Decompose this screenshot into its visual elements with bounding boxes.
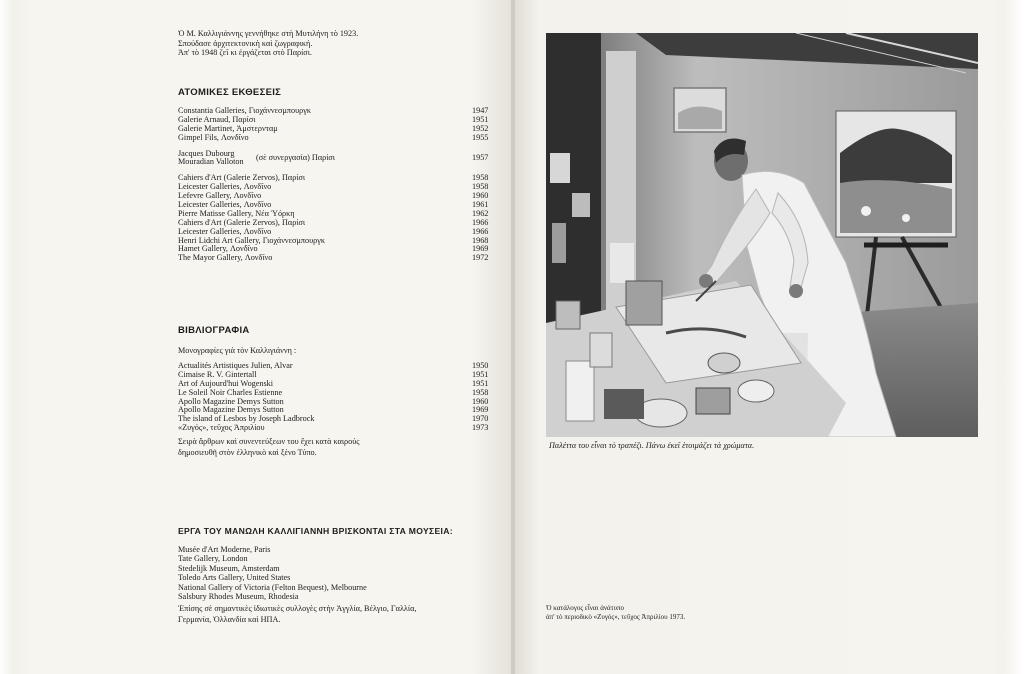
exhibition-name: Pierre Matisse Gallery, Νέα Ὑόρκη <box>178 208 295 218</box>
exhibition-name: Leicester Galleries, Λονδῖνο <box>178 182 272 192</box>
bibliography-title: ΒΙΒΛΙΟΓΡΑΦΙΑ <box>178 325 250 336</box>
bibliography-name: Apollo Magazine Demys Sutton <box>178 405 284 415</box>
bibliography-year: 1973 <box>472 423 489 433</box>
studio-photograph <box>546 33 978 437</box>
exhibition-name: Cahiers d'Art (Galerie Zervos), Παρίσι <box>178 217 306 227</box>
exhibition-year: 1966 <box>472 226 489 236</box>
bibliography-year: 1970 <box>472 414 489 424</box>
intro-line: Ὁ Μ. Καλλιγιάννης γεννήθηκε στὴ Μυτιλήνη τὸ 1923. <box>178 29 359 38</box>
bibliography-name: Cimaise R. V. Gintertall <box>178 369 257 379</box>
exhibition-year: 1972 <box>472 253 489 263</box>
exhibition-year: 1951 <box>472 114 489 124</box>
bibliography-year: 1951 <box>472 369 489 379</box>
exhibition-year: 1957 <box>472 153 489 163</box>
bibliography-year: 1958 <box>472 387 489 397</box>
bibliography-name: Art of Aujourd'hui Wogenski <box>178 378 274 388</box>
bibliography-year: 1950 <box>472 361 489 370</box>
bibliography-year: 1951 <box>472 378 489 388</box>
bibliography-year: 1960 <box>472 396 489 406</box>
bibliography-name: Actualités Artistiques Julien, Alvar <box>178 361 293 370</box>
exhibitions-list <box>178 107 488 263</box>
exhibition-item <box>178 254 488 263</box>
colophon-line: Ὁ κατάλογος εἶναι ἀνάτυπο <box>546 604 625 612</box>
intro-line: Σπούδασε ἀρχιτεκτονικὴ καὶ ζωγραφική. <box>178 38 313 48</box>
exhibition-name: The Mayor Gallery, Λονδῖνο <box>178 253 273 263</box>
bibliography-list <box>178 362 488 433</box>
artist-intro <box>178 29 358 58</box>
intro-line: Ἀπ' τὸ 1948 ζεῖ κι ἐργάζεται στὸ Παρίσι. <box>178 48 312 57</box>
museums-note <box>178 604 416 625</box>
exhibition-name: Leicester Galleries, Λονδῖνο <box>178 226 272 236</box>
museum-item: Musée d'Art Moderne, Paris <box>178 545 271 554</box>
center-fold <box>511 0 515 674</box>
bibliography-name: Le Soleil Noir Charles Estienne <box>178 387 283 397</box>
exhibition-year: 1969 <box>472 244 489 254</box>
exhibition-name: Henri Lidchi Art Gallery, Γιοχάννεσμπουργκ <box>178 235 325 245</box>
bibliography-note <box>178 437 360 458</box>
bibliography-name: The island of Lesbos by Joseph Ladbrock <box>178 414 315 424</box>
exhibition-year: 1962 <box>472 208 489 218</box>
museums-list <box>178 545 367 601</box>
colophon <box>546 604 685 622</box>
museums-note-line: Γερμανία, Ὀλλανδία καὶ ΗΠΑ. <box>178 614 281 624</box>
exhibition-name: Constantia Galleries, Γιοχάννεσμπουργκ <box>178 106 311 115</box>
museum-item: Salsbury Rhodes Museum, Rhodesia <box>178 591 299 601</box>
exhibition-year: 1968 <box>472 235 489 245</box>
museum-item: Toledo Arts Gallery, United States <box>178 573 291 583</box>
exhibition-name: Gimpel Fils, Λονδῖνο <box>178 132 249 142</box>
bibliography-name: «Ζυγός», τεῦχος Ἀπριλίου <box>178 423 265 433</box>
exhibition-year: 1955 <box>472 132 489 142</box>
exhibition-year: 1958 <box>472 173 489 183</box>
exhibition-year: 1952 <box>472 123 489 133</box>
exhibitions-title: ΑΤΟΜΙΚΕΣ ΕΚΘΕΣΕΙΣ <box>178 87 282 98</box>
photo-caption: Παλέττα του εἶναι τὸ τραπέζι. Πάνω ἐκεῖ ἑτοιμάζει τὰ χρώματα. <box>549 441 755 450</box>
exhibition-year: 1966 <box>472 217 489 227</box>
bibliography-item <box>178 424 488 433</box>
exhibition-year: 1961 <box>472 200 489 210</box>
bibliography-subtitle: Μονογραφίες γιὰ τὸν Καλλιγιάννη : <box>178 346 297 355</box>
museums-title: ΕΡΓΑ ΤΟΥ ΜΑΝΩΛΗ ΚΑΛΛΙΓΙΑΝΝΗ ΒΡΙΣΚΟΝΤΑΙ ΣΤΑ ΜΟΥΣΕΙΑ: <box>178 526 453 536</box>
exhibition-year: 1958 <box>472 182 489 192</box>
bibliography-note-line: Σειρὰ ἄρθρων καὶ συνεντεύξεων του ἔχει κατὰ καιρούς <box>178 437 360 446</box>
exhibition-year: 1960 <box>472 191 489 201</box>
exhibition-note: (σὲ συνεργασία) Παρίσι <box>256 153 336 163</box>
bibliography-year: 1969 <box>472 405 489 415</box>
exhibition-year: 1947 <box>472 106 489 115</box>
museums-note-line: Ἐπίσης σὲ σημαντικὲς ἰδιωτικὲς συλλογὲς στὴν Ἀγγλία, Βέλγιο, Γαλλία, <box>178 604 417 613</box>
colophon-line: ἀπ' τὸ περιοδικὸ «Ζυγός», τεῦχος Ἀπριλίου 1973. <box>546 613 686 621</box>
page-edge-left <box>0 0 14 674</box>
exhibition-name: Leicester Galleries, Λονδῖνο <box>178 200 272 210</box>
exhibition-name: Mouradian Valloton <box>178 157 244 167</box>
museum-item: National Gallery of Victoria (Felton Bequest), Melbourne <box>178 582 367 592</box>
exhibition-item <box>178 134 488 143</box>
bibliography-note-line: δημοσιευθῆ στὸν ἑλληνικὸ καὶ ξένο Τύπο. <box>178 447 317 457</box>
museum-item: Stedelijk Museum, Amsterdam <box>178 563 280 573</box>
exhibition-name: Lefevre Gallery, Λονδῖνο <box>178 191 262 201</box>
painter-at-table-image <box>546 33 978 437</box>
exhibition-name: Galerie Martinet, Ἀμστερνταμ <box>178 123 278 133</box>
bibliography-name: Apollo Magazine Demys Sutton <box>178 396 284 406</box>
museum-item: Tate Gallery, London <box>178 554 248 564</box>
exhibition-name: Jacques Dubourg <box>178 148 235 158</box>
exhibition-name: Cahiers d'Art (Galerie Zervos), Παρίσι <box>178 173 306 183</box>
exhibition-name: Galerie Arnaud, Παρίσι <box>178 114 256 124</box>
page-edge-right <box>1002 0 1024 674</box>
exhibition-name: Hamet Gallery, Λονδῖνο <box>178 244 258 254</box>
joint-exhibition <box>178 150 488 168</box>
